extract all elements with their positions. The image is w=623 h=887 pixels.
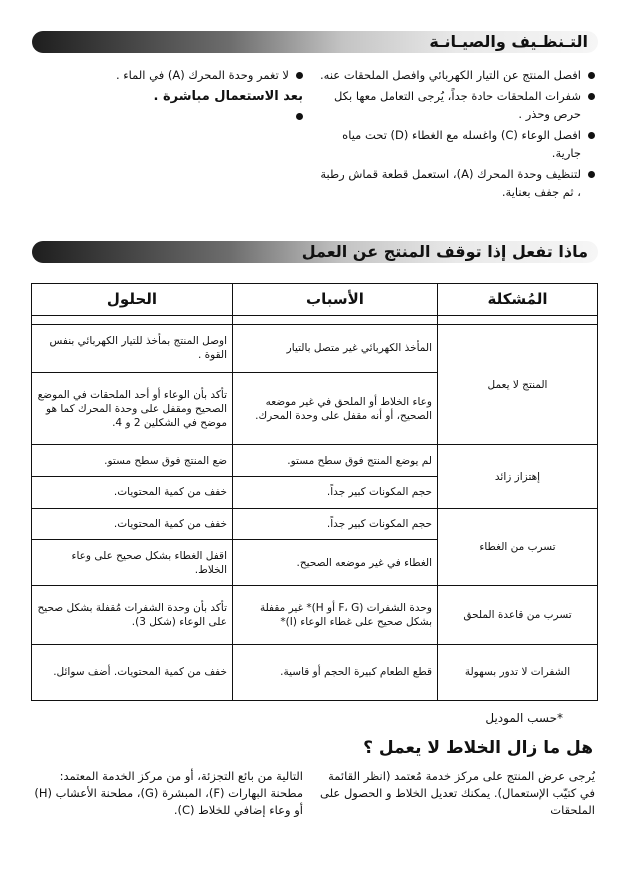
cause-cell: وحدة الشفرات (F، G أو H)* غير مقفلة بشكل صحيح على غطاء الوعاء (I)* — [233, 586, 438, 644]
cause-cell: المأخذ الكهربائي غير متصل بالتيار — [233, 324, 438, 372]
header-solutions: الحلول — [32, 284, 233, 316]
table-row — [32, 445, 598, 477]
solution-cell: خفف من كمية المحتويات. — [32, 477, 233, 509]
header-causes: الأسباب — [233, 284, 438, 316]
table-row — [32, 644, 598, 700]
section-title-cleaning: التـنظـيف والصيـانـة — [429, 32, 588, 51]
problem-cell: تسرب من قاعدة الملحق — [438, 586, 598, 644]
service-paragraph-right: يُرجى عرض المنتج على مركز خدمة مُعتمد (انظر القائمة في كتيّب الإستعمال). يمكنك تعديل الخلاط و الحصول على الملحقات — [320, 769, 595, 817]
model-footnote: *حسب الموديل — [485, 711, 563, 725]
troubleshooting-banner — [32, 241, 598, 263]
cleaning-bullet-5: لا تغمر وحدة المحرك (A) في الماء . — [43, 66, 303, 84]
cleaning-bold-note: بعد الاستعمال مباشرة . — [153, 89, 303, 104]
header-problem: المُشكلة — [438, 284, 598, 316]
cleaning-bullet-3: افصل الوعاء (C) واغسله مع الغطاء (D) تحت مياه جارية. — [315, 126, 595, 162]
service-paragraph-left: التالية من بائع التجزئة، أو من مركز الخدمة المعتمد: مطحنة البهارات (F)، المبشرة (G)، مطحنة الأعشاب (H) أو وعاء إضافي للخلاط (C). — [34, 769, 303, 817]
problem-cell: الشفرات لا تدور بسهولة — [438, 644, 598, 700]
cause-cell: قطع الطعام كبيرة الحجم أو قاسية. — [233, 644, 438, 700]
cleaning-right-column — [315, 66, 595, 204]
cleaning-bullet-4: لتنظيف وحدة المحرك (A)، استعمل قطعة قماش رطبة ، ثم جفف بعناية. — [315, 165, 595, 201]
cleaning-left-column — [43, 66, 303, 128]
table-header-row — [32, 284, 598, 316]
cleaning-maintenance-banner — [32, 31, 598, 53]
cause-cell: وعاء الخلاط أو الملحق في غير موضعه الصحيح، أو أنه مقفل على وحدة المحرك. — [233, 372, 438, 445]
section-title-troubleshooting: ماذا تفعل إذا توقف المنتج عن العمل — [301, 242, 588, 261]
solution-cell: خفف من كمية المحتويات. — [32, 508, 233, 540]
still-not-working-heading: هل ما زال الخلاط لا يعمل ؟ — [363, 738, 593, 758]
solution-cell: تأكد بأن وحدة الشفرات مُقفلة بشكل صحيح على الوعاء (شكل 3). — [32, 586, 233, 644]
table-row — [32, 324, 598, 372]
troubleshooting-table — [31, 283, 598, 701]
problem-cell: إهتزاز زائد — [438, 445, 598, 508]
cause-cell: الغطاء في غير موضعه الصحيح. — [233, 540, 438, 586]
cause-cell: حجم المكونات كبير جداً. — [233, 508, 438, 540]
problem-cell: تسرب من الغطاء — [438, 508, 598, 586]
table-row — [32, 586, 598, 644]
cause-cell: حجم المكونات كبير جداً. — [233, 477, 438, 509]
solution-cell: ضع المنتج فوق سطح مستو. — [32, 445, 233, 477]
solution-cell: خفف من كمية المحتويات. أضف سوائل. — [32, 644, 233, 700]
cleaning-bullet-1: افصل المنتج عن التيار الكهربائي وافصل الملحقات عنه. — [315, 66, 595, 84]
solution-cell: اوصل المنتج بمأخذ للتيار الكهربائي بنفس القوة . — [32, 324, 233, 372]
solution-cell: تأكد بأن الوعاء أو أحد الملحقات في الموضع الصحيح ومقفل على وحدة المحرك كما هو موضح في الشكلين 2 و 4. — [32, 372, 233, 445]
table-row — [32, 508, 598, 540]
solution-cell: اقفل الغطاء بشكل صحيح على وعاء الخلاط. — [32, 540, 233, 586]
cleaning-bullet-empty — [43, 107, 303, 125]
cleaning-bullet-2: شفرات الملحقات حادة جداً، يُرجى التعامل معها بكل حرص وحذر . — [315, 87, 595, 123]
problem-cell: المنتج لا يعمل — [438, 324, 598, 445]
cause-cell: لم يوضع المنتج فوق سطح مستو. — [233, 445, 438, 477]
